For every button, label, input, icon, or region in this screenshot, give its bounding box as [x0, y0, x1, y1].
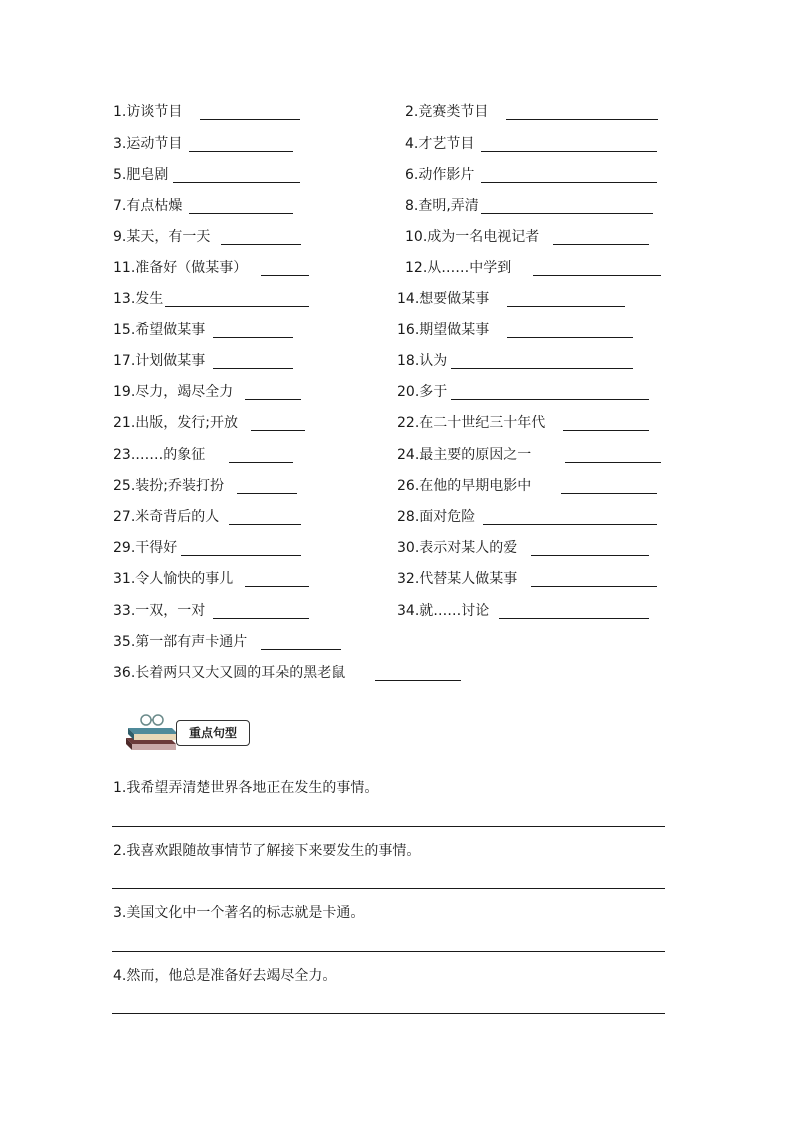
phrase-label: 6.动作影片	[405, 167, 475, 183]
key-sentences-badge	[120, 708, 260, 752]
answer-blank[interactable]	[213, 618, 309, 619]
sentence-item: 3.美国文化中一个著名的标志就是卡通。	[113, 905, 365, 921]
answer-blank[interactable]	[481, 213, 653, 214]
phrase-label: 22.在二十世纪三十年代	[397, 415, 546, 431]
phrase-label: 2.竞赛类节目	[405, 104, 489, 120]
phrase-label: 21.出版，发行;开放	[113, 415, 238, 431]
answer-blank[interactable]	[561, 493, 657, 494]
phrase-label: 3.运动节目	[113, 136, 183, 152]
sentence-item: 2.我喜欢跟随故事情节了解接下来要发生的事情。	[113, 843, 421, 859]
phrase-item	[113, 414, 238, 432]
phrase-label: 31.令人愉快的事儿	[113, 571, 234, 587]
answer-line[interactable]	[112, 951, 665, 952]
phrase-item	[113, 321, 205, 339]
phrase-item	[113, 508, 219, 526]
phrase-label: 33.一双，一对	[113, 603, 206, 619]
answer-blank[interactable]	[245, 399, 301, 400]
answer-blank[interactable]	[451, 399, 649, 400]
phrase-item	[397, 383, 447, 401]
phrase-label: 27.米奇背后的人	[113, 509, 220, 525]
answer-blank[interactable]	[237, 493, 297, 494]
phrase-label: 10.成为一名电视记者	[405, 229, 540, 245]
phrase-label: 36.长着两只又大又圆的耳朵的黑老鼠	[113, 665, 346, 681]
phrase-label: 11.准备好（做某事）	[113, 260, 248, 276]
phrase-item	[113, 290, 163, 308]
phrase-label: 13.发生	[113, 291, 164, 307]
answer-blank[interactable]	[375, 680, 461, 681]
answer-blank[interactable]	[531, 586, 657, 587]
phrase-label: 16.期望做某事	[397, 322, 490, 338]
answer-blank[interactable]	[531, 555, 649, 556]
answer-blank[interactable]	[165, 306, 309, 307]
answer-blank[interactable]	[499, 618, 649, 619]
phrase-item	[113, 477, 224, 495]
phrase-item	[113, 664, 345, 682]
phrase-item	[397, 602, 489, 620]
phrase-item	[405, 135, 474, 153]
answer-blank[interactable]	[483, 524, 657, 525]
answer-blank[interactable]	[213, 337, 293, 338]
answer-blank[interactable]	[506, 119, 658, 120]
phrase-item	[405, 259, 511, 277]
phrase-label: 32.代替某人做某事	[397, 571, 518, 587]
answer-blank[interactable]	[251, 430, 305, 431]
answer-blank[interactable]	[563, 430, 649, 431]
answer-blank[interactable]	[189, 151, 293, 152]
phrase-label: 19.尽力，竭尽全力	[113, 384, 234, 400]
answer-blank[interactable]	[507, 337, 633, 338]
answer-blank[interactable]	[565, 462, 661, 463]
phrase-item	[113, 197, 182, 215]
phrase-item	[113, 602, 205, 620]
phrase-item	[397, 446, 531, 464]
phrase-item	[397, 414, 545, 432]
sentence-item: 1.我希望弄清楚世界各地正在发生的事情。	[113, 780, 379, 796]
phrase-label: 17.计划做某事	[113, 353, 206, 369]
phrase-item	[405, 228, 539, 246]
answer-blank[interactable]	[451, 368, 633, 369]
phrase-label: 12.从……中学到	[405, 260, 512, 276]
section-title: 重点句型	[176, 720, 250, 746]
phrase-item	[405, 166, 474, 184]
phrase-label: 26.在他的早期电影中	[397, 478, 532, 494]
phrase-item	[113, 135, 182, 153]
phrase-item	[113, 103, 182, 121]
phrase-item	[113, 166, 168, 184]
phrase-item	[397, 290, 489, 308]
phrase-item	[397, 477, 531, 495]
answer-blank[interactable]	[213, 368, 293, 369]
phrase-label: 35.第一部有声卡通片	[113, 634, 248, 650]
phrase-item	[397, 570, 517, 588]
phrase-label: 34.就……讨论	[397, 603, 490, 619]
answer-blank[interactable]	[200, 119, 300, 120]
answer-blank[interactable]	[245, 586, 309, 587]
phrase-item	[113, 259, 247, 277]
phrase-label: 14.想要做某事	[397, 291, 490, 307]
phrase-label: 28.面对危险	[397, 509, 476, 525]
phrase-item	[113, 446, 205, 464]
sentence-item: 4.然而，他总是准备好去竭尽全力。	[113, 968, 337, 984]
phrase-item	[113, 383, 233, 401]
phrase-label: 24.最主要的原因之一	[397, 447, 532, 463]
phrase-item	[113, 570, 233, 588]
answer-line[interactable]	[112, 888, 665, 889]
phrase-label: 15.希望做某事	[113, 322, 206, 338]
answer-blank[interactable]	[229, 524, 301, 525]
phrase-label: 7.有点枯燥	[113, 198, 183, 214]
phrase-label: 20.多于	[397, 384, 448, 400]
phrase-label: 25.装扮;乔装打扮	[113, 478, 224, 494]
answer-blank[interactable]	[181, 555, 301, 556]
phrase-item	[397, 352, 447, 370]
phrase-label: 23.……的象征	[113, 447, 206, 463]
phrase-item	[397, 539, 517, 557]
phrase-item	[405, 103, 488, 121]
phrase-item	[405, 197, 479, 215]
answer-line[interactable]	[112, 1013, 665, 1014]
phrase-item	[397, 321, 489, 339]
answer-blank[interactable]	[553, 244, 649, 245]
phrase-label: 9.某天，有一天	[113, 229, 211, 245]
phrase-label: 30.表示对某人的爱	[397, 540, 518, 556]
answer-blank[interactable]	[221, 244, 301, 245]
answer-blank[interactable]	[481, 151, 657, 152]
phrase-item	[113, 352, 205, 370]
phrase-item	[397, 508, 475, 526]
phrase-label: 5.肥皂剧	[113, 167, 169, 183]
answer-blank[interactable]	[533, 275, 661, 276]
phrase-item	[113, 633, 247, 651]
phrase-label: 29.干得好	[113, 540, 178, 556]
answer-blank[interactable]	[481, 182, 657, 183]
phrase-label: 8.查明,弄清	[405, 198, 479, 214]
phrase-label: 1.访谈节目	[113, 104, 183, 120]
answer-line[interactable]	[112, 826, 665, 827]
phrase-item	[113, 228, 210, 246]
answer-blank[interactable]	[507, 306, 625, 307]
answer-blank[interactable]	[173, 182, 300, 183]
answer-blank[interactable]	[261, 649, 341, 650]
answer-blank[interactable]	[189, 213, 293, 214]
phrase-item	[113, 539, 177, 557]
answer-blank[interactable]	[229, 462, 293, 463]
phrase-label: 18.认为	[397, 353, 448, 369]
answer-blank[interactable]	[261, 275, 309, 276]
phrase-label: 4.才艺节目	[405, 136, 475, 152]
